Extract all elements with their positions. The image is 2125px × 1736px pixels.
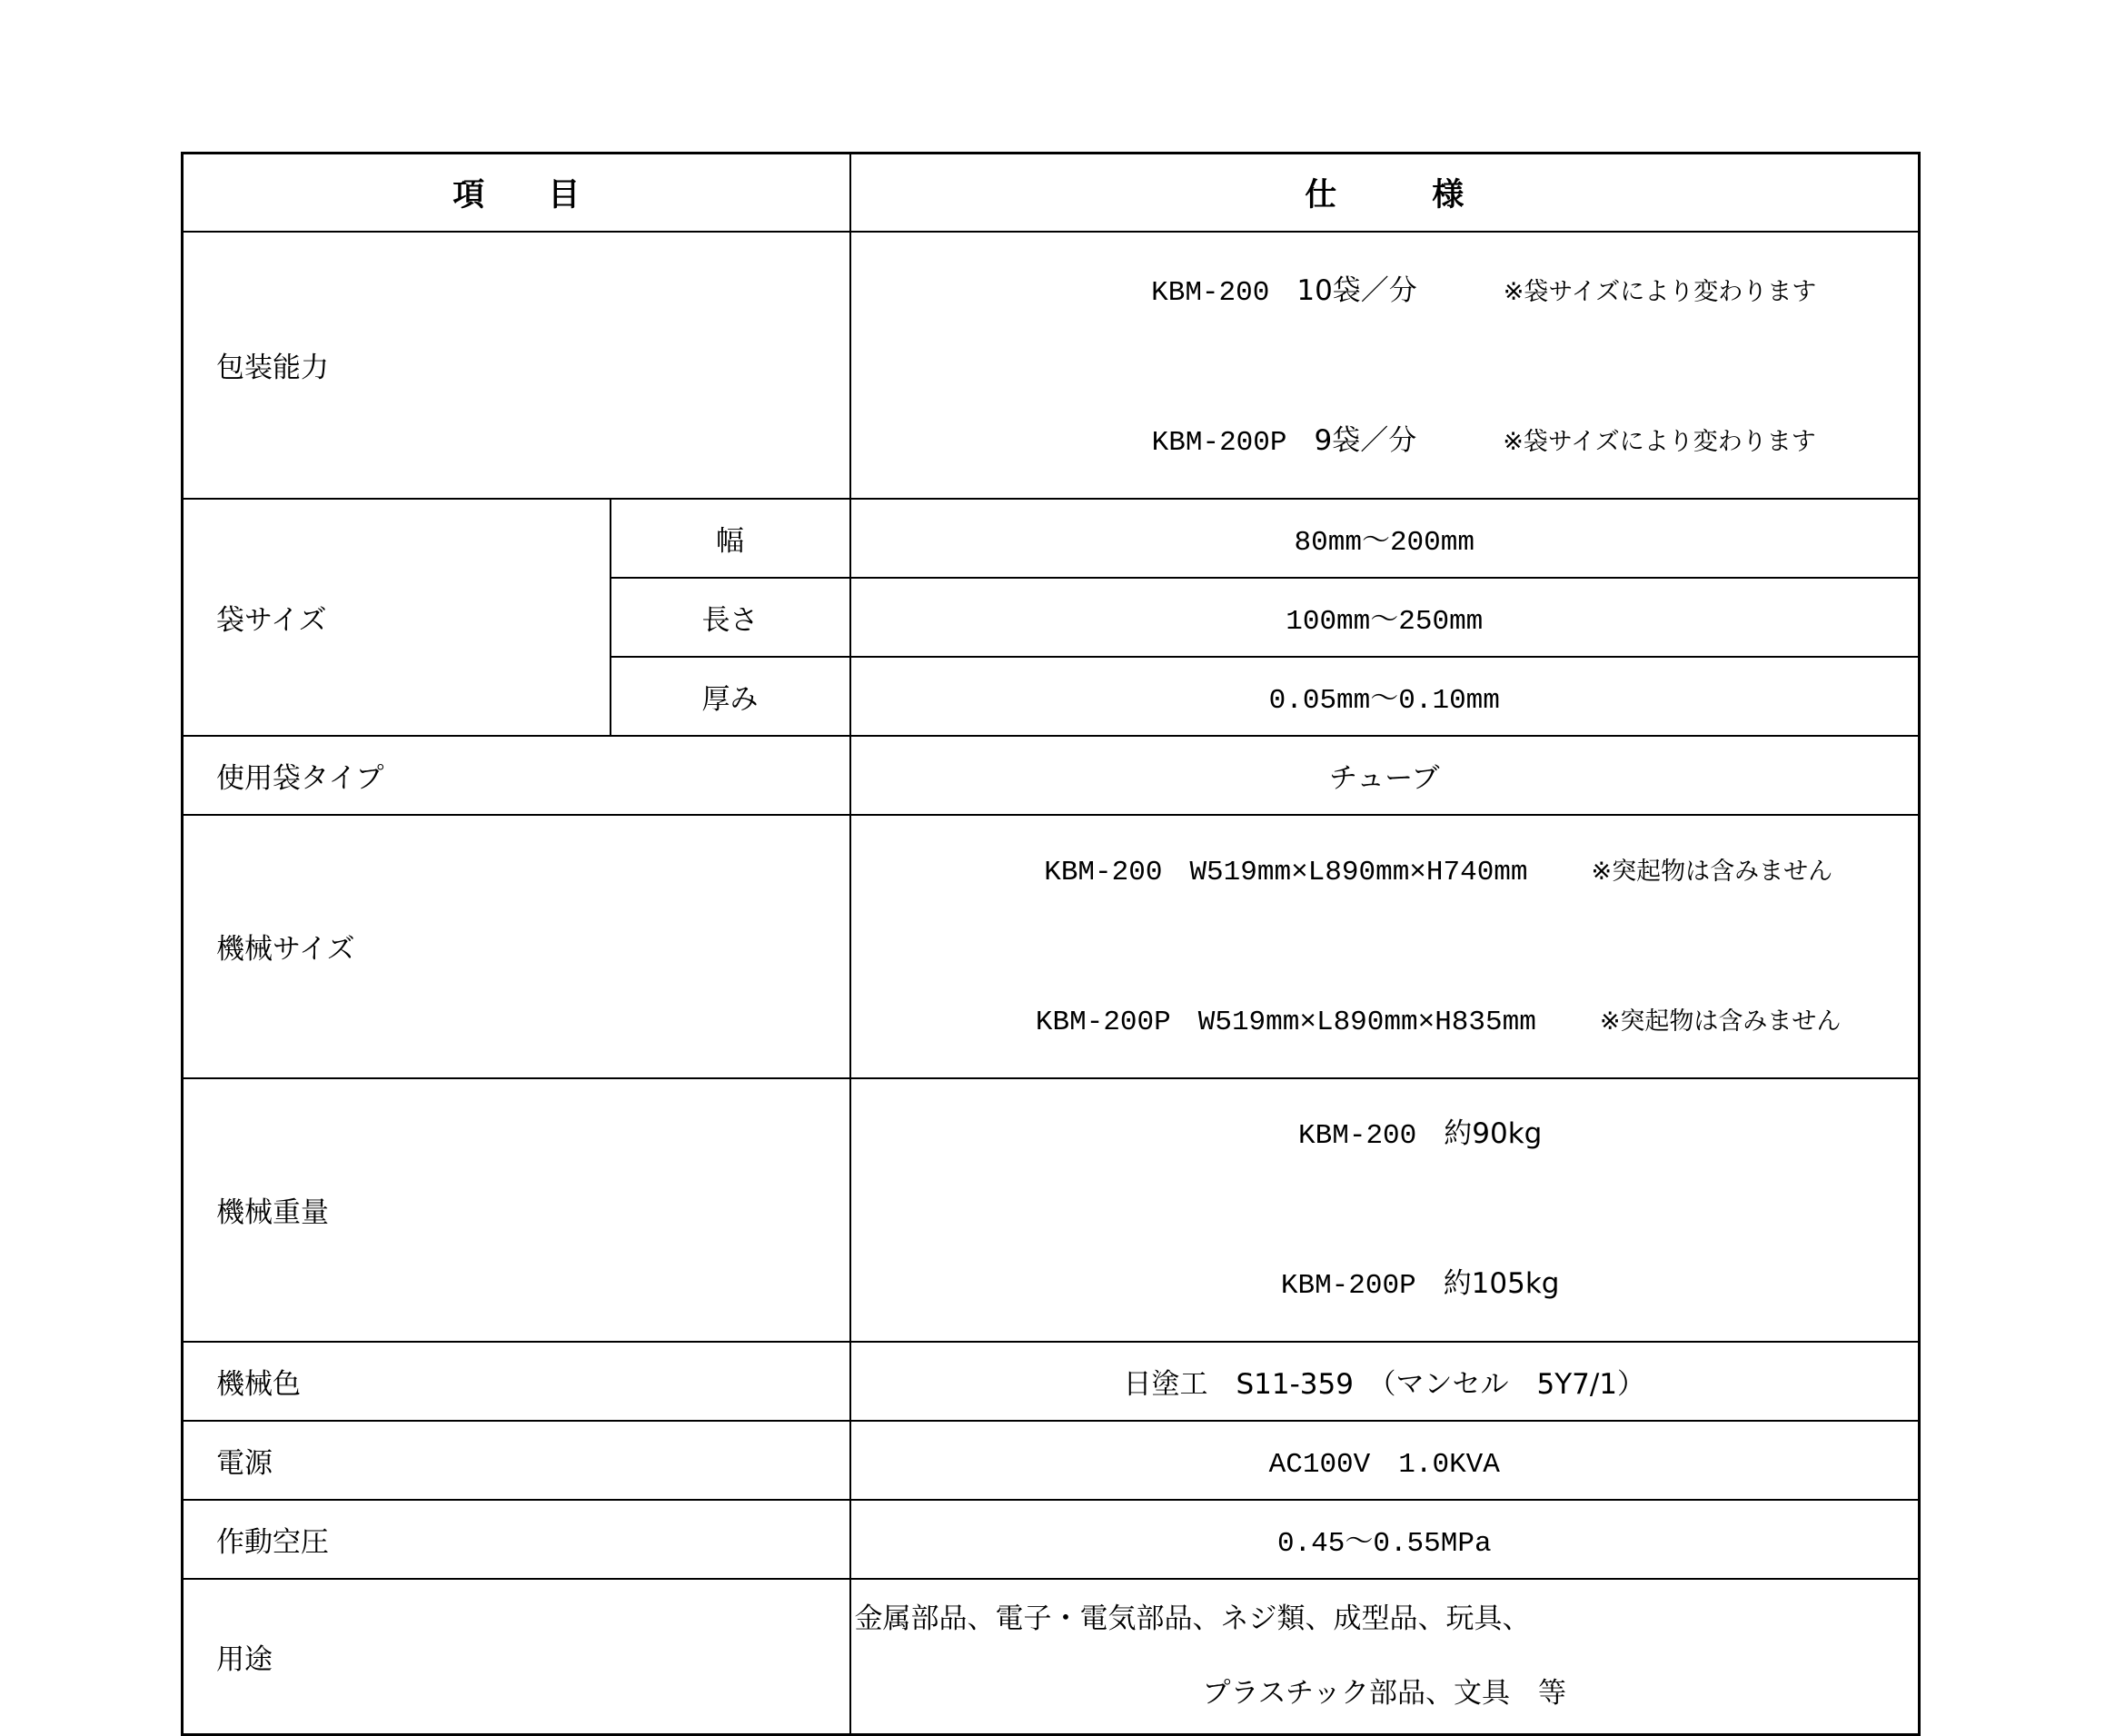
machine-size-dims-1: W519mm×L890mm×H740mm: [1189, 856, 1528, 888]
table-row-bag-width: [183, 499, 1920, 578]
machine-weight-value-1: 約90kg: [1444, 1116, 1543, 1150]
table-row-machine-size: [183, 815, 1920, 1078]
machine-weight-model-2: KBM-200P: [1280, 1269, 1416, 1302]
machine-size-line-1: [851, 816, 1919, 928]
machine-weight-value-2: 約105kg: [1443, 1266, 1560, 1300]
row-label-capacity: 包装能力: [183, 232, 850, 499]
row-label-bag-size: 袋サイズ: [183, 499, 611, 736]
row-label-power: 電源: [183, 1421, 850, 1500]
table-row-power: [183, 1421, 1920, 1500]
bag-thickness-value: 0.05mm～0.10mm: [850, 657, 1920, 736]
machine-size-line-2: [851, 966, 1919, 1077]
machine-weight-value-cell: [850, 1078, 1920, 1342]
machine-weight-line-2: [851, 1229, 1919, 1341]
machine-color-value: 日塗工 S11-359 （マンセル 5Y7/1）: [850, 1342, 1920, 1421]
row-label-machine-color: 機械色: [183, 1342, 850, 1421]
capacity-model-1: KBM-200: [1151, 276, 1270, 309]
machine-size-dims-2: W519mm×L890mm×H835mm: [1197, 1006, 1536, 1038]
air-pressure-value: 0.45～0.55MPa: [850, 1500, 1920, 1579]
bag-length-value: 100mm～250mm: [850, 578, 1920, 657]
machine-size-value-cell: [850, 815, 1920, 1078]
row-label-usage: 用途: [183, 1579, 850, 1735]
capacity-value-2: 9袋／分: [1314, 423, 1417, 457]
header-item: 項 目: [183, 154, 850, 232]
sub-label-width: 幅: [611, 499, 850, 578]
sub-label-length: 長さ: [611, 578, 850, 657]
row-label-bag-type: 使用袋タイプ: [183, 736, 850, 815]
bag-width-value: 80mm～200mm: [850, 499, 1920, 578]
table-row-air-pressure: [183, 1500, 1920, 1579]
usage-value-cell: [850, 1579, 1920, 1735]
capacity-model-2: KBM-200P: [1151, 426, 1287, 459]
table-row-capacity: [183, 232, 1920, 499]
machine-size-note-1: ※突起物は含みません: [1591, 857, 1833, 886]
table-row-usage: [183, 1579, 1920, 1735]
table-row-machine-color: [183, 1342, 1920, 1421]
sub-label-thickness: 厚み: [611, 657, 850, 736]
machine-size-note-2: ※突起物は含みません: [1599, 1007, 1842, 1036]
machine-weight-line-1: [851, 1079, 1919, 1191]
bag-type-value: チューブ: [850, 736, 1920, 815]
capacity-value-cell: [850, 232, 1920, 499]
spec-table: [181, 152, 1921, 1736]
usage-line-2: プラスチック部品、文具 等: [1202, 1677, 1567, 1711]
machine-weight-model-1: KBM-200: [1298, 1119, 1417, 1152]
capacity-line-1: [851, 236, 1919, 348]
machine-size-model-1: KBM-200: [1044, 856, 1163, 888]
table-header-row: [183, 154, 1920, 232]
capacity-note-1: ※袋サイズにより変わります: [1503, 277, 1817, 306]
row-label-machine-size: 機械サイズ: [183, 815, 850, 1078]
power-value: AC100V 1.0KVA: [850, 1421, 1920, 1500]
row-label-air-pressure: 作動空圧: [183, 1500, 850, 1579]
capacity-value-1: 10袋／分: [1296, 273, 1417, 307]
row-label-machine-weight: 機械重量: [183, 1078, 850, 1342]
usage-line-1: 金属部品、電子・電気部品、ネジ類、成型品、玩具、: [854, 1602, 1531, 1636]
header-spec: 仕 様: [850, 154, 1920, 232]
table-row-machine-weight: [183, 1078, 1920, 1342]
machine-size-model-2: KBM-200P: [1035, 1006, 1171, 1038]
capacity-note-2: ※袋サイズにより変わります: [1503, 427, 1816, 456]
table-row-bag-type: [183, 736, 1920, 815]
capacity-line-2: [851, 386, 1919, 498]
